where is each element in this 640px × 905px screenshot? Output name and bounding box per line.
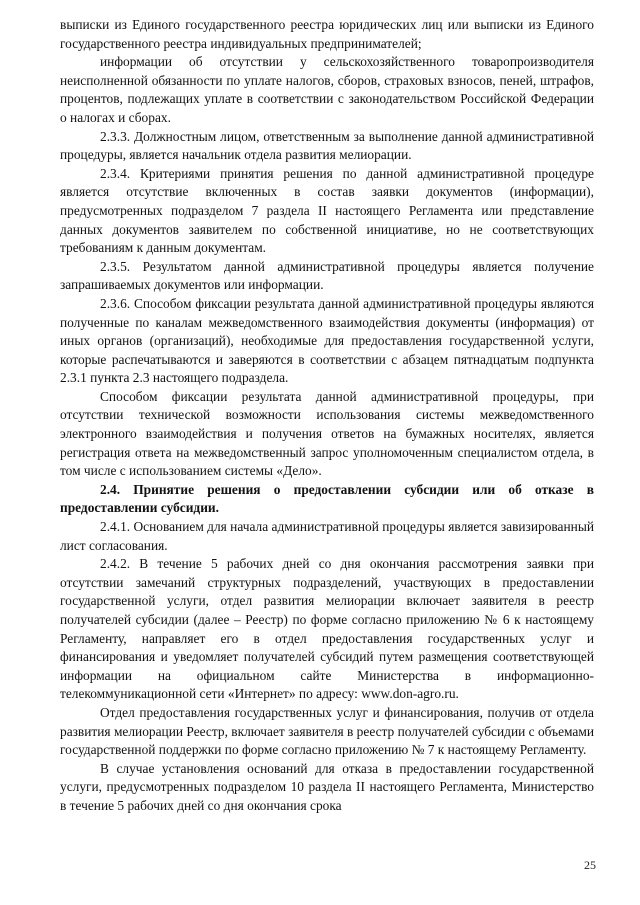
page-number: 25	[584, 858, 596, 872]
paragraph-fixation-method: Способом фиксации результата данной административной процедуры, при отсутствии технической возможности использования системы межведомственного электронного взаимодействия и получения ответов на бумажных носителях, является регистрация ответа на межведомственный запрос уполномоченным специалистом отдела, в том числе с использованием системы «Дело».	[60, 388, 594, 479]
paragraph-2-3-4: 2.3.4. Критериями принятия решения по данной административной процедуре является отсутствие включенных в состав заявки документов (информации), предусмотренных подразделом 7 раздела II настоящего Регламента или представление данных документов заявителем по собственной инициативе, но не соответствующих требованиям к данным документам.	[60, 165, 594, 256]
paragraph-2-4-2: 2.4.2. В течение 5 рабочих дней со дня окончания рассмотрения заявки при отсутствии замечаний структурных подразделений, участвующих в предоставлении государственной услуги, отдел развития мелиорации включает заявителя в реестр получателей субсидии (далее – Реестр) по форме согласно приложению № 6 к настоящему Регламенту, направляет его в отдел предоставления государственных услуг и финансирования и уведомляет получателей субсидий путем размещения соответствующей информации на официальном сайте Министерства в информационно-телекоммуникационной сети «Интернет» по адресу: www.don-agro.ru.	[60, 556, 594, 702]
paragraph-registry-inclusion: Отдел предоставления государственных услуг и финансирования, получив от отдела развития мелиорации Реестр, включает заявителя в реестр получателей субсидии с объемами государственной поддержки по форме согласно приложению № 7 к настоящему Регламенту.	[60, 704, 594, 758]
paragraph-2-3-5: 2.3.5. Результатом данной административной процедуры является получение запрашиваемых документов или информации.	[60, 258, 594, 293]
document-page	[60, 16, 594, 816]
paragraph-2-3-3: 2.3.3. Должностным лицом, ответственным за выполнение данной административной процедуры, является начальник отдела развития мелиорации.	[60, 128, 594, 163]
section-heading-2-4: 2.4. Принятие решения о предоставлении субсидии или об отказе в предоставлении субсидии.	[60, 481, 594, 516]
paragraph-2-4-1: 2.4.1. Основанием для начала административной процедуры является завизированный лист согласования.	[60, 519, 594, 553]
paragraph-refusal-grounds: В случае установления оснований для отказа в предоставлении государственной услуги, предусмотренных подразделом 10 раздела II настоящего Регламента, Министерство в течение 5 рабочих дней со дня окончания срока	[60, 760, 594, 813]
paragraph-tax-debt-info: информации об отсутствии у сельскохозяйственного товаропроизводителя неисполненной обязанности по уплате налогов, сборов, страховых взносов, пеней, штрафов, процентов, подлежащих уплате в соответствии с законодательством Российской Федерации о налогах и сборах.	[60, 54, 594, 125]
paragraph-egrul-extract: выписки из Единого государственного реестра юридических лиц или выписки из Единого государственного реестра индивидуальных предпринимателей;	[60, 17, 594, 51]
paragraph-2-3-6: 2.3.6. Способом фиксации результата данной административной процедуры являются полученные по каналам межведомственного взаимодействия документы (информация) от иных органов (организаций), необходимые для предоставления государственной услуги, которые распечатываются и заверяются в соответствии с абзацем пятнадцатым подпункта 2.3.1 пункта 2.3 настоящего подраздела.	[60, 295, 594, 386]
